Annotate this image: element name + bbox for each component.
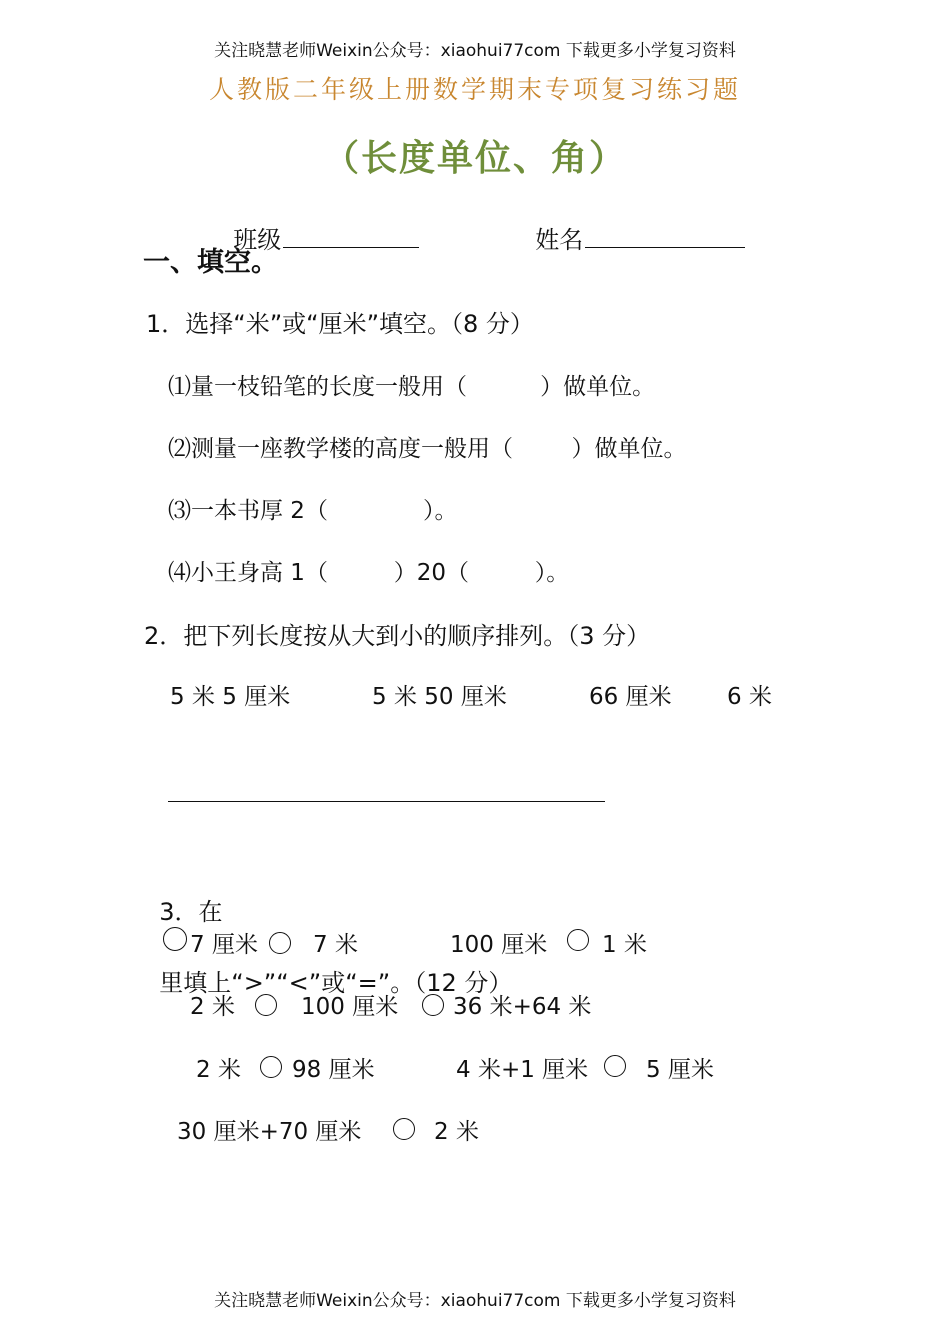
section-heading: 一、填空。 (143, 247, 278, 278)
worksheet-subtitle: 人教版二年级上册数学期末专项复习练习题 (208, 75, 741, 104)
compare-right-7: 2 米 (434, 1119, 479, 1145)
compare-left-7: 30 厘米+70 厘米 (177, 1119, 362, 1145)
name-label: 姓名 (535, 226, 584, 254)
compare-right-3: 100 厘米 (301, 994, 399, 1020)
compare-circle-1 (269, 932, 291, 954)
compare-left-3: 2 米 (190, 994, 235, 1020)
order-answer-line (168, 801, 605, 802)
compare-circle-6 (604, 1055, 626, 1077)
question-1-item-2: ⑵测量一座教学楼的高度一般用（ ）做单位。 (168, 436, 687, 462)
compare-circle-3 (255, 994, 277, 1016)
compare-circle-7 (393, 1118, 415, 1140)
compare-left-2: 100 厘米 (450, 932, 548, 958)
circle-icon (163, 927, 187, 951)
compare-right-2: 1 米 (602, 932, 647, 958)
name-blank (585, 223, 745, 248)
length-value-1: 5 米 5 厘米 (170, 684, 291, 710)
compare-circle-2 (567, 929, 589, 951)
length-value-3: 66 厘米 (589, 684, 672, 710)
worksheet-title: （长度单位、角） (322, 138, 627, 179)
length-value-4: 6 米 (727, 684, 772, 710)
page-header: 关注晓慧老师Weixin公众号：xiaohui77com 下载更多小学复习资料 (214, 41, 736, 61)
question-1-item-4: ⑷小王身高 1（ ）20（ ）。 (168, 560, 570, 586)
question-1-item-3: ⑶一本书厚 2（ ）。 (168, 498, 458, 524)
compare-left-1: 7 厘米 (190, 932, 258, 958)
question-2-prompt: 2．把下列长度按从大到小的顺序排列。（3 分） (144, 622, 651, 650)
compare-circle-4 (422, 994, 444, 1016)
class-label: 班级 (233, 226, 282, 254)
compare-left-5: 2 米 (196, 1057, 241, 1083)
compare-right-4: 36 米+64 米 (453, 994, 592, 1020)
question-1-item-1: ⑴量一枝铅笔的长度一般用（ ）做单位。 (168, 374, 656, 400)
question-3-prompt-end: 里填上“>”“<”或“=”。（12 分） (159, 969, 513, 997)
question-3-prompt-start: 3．在 (159, 898, 223, 926)
question-1-prompt: 1．选择“米”或“厘米”填空。（8 分） (146, 310, 534, 338)
length-value-2: 5 米 50 厘米 (372, 684, 507, 710)
class-blank (283, 223, 419, 248)
compare-right-6: 5 厘米 (646, 1057, 714, 1083)
compare-right-5: 98 厘米 (292, 1057, 375, 1083)
name-field (520, 192, 745, 255)
compare-circle-5 (260, 1056, 282, 1078)
compare-right-1: 7 米 (313, 932, 358, 958)
compare-left-6: 4 米+1 厘米 (456, 1057, 589, 1083)
page-footer: 关注晓慧老师Weixin公众号：xiaohui77com 下载更多小学复习资料 (214, 1291, 736, 1311)
